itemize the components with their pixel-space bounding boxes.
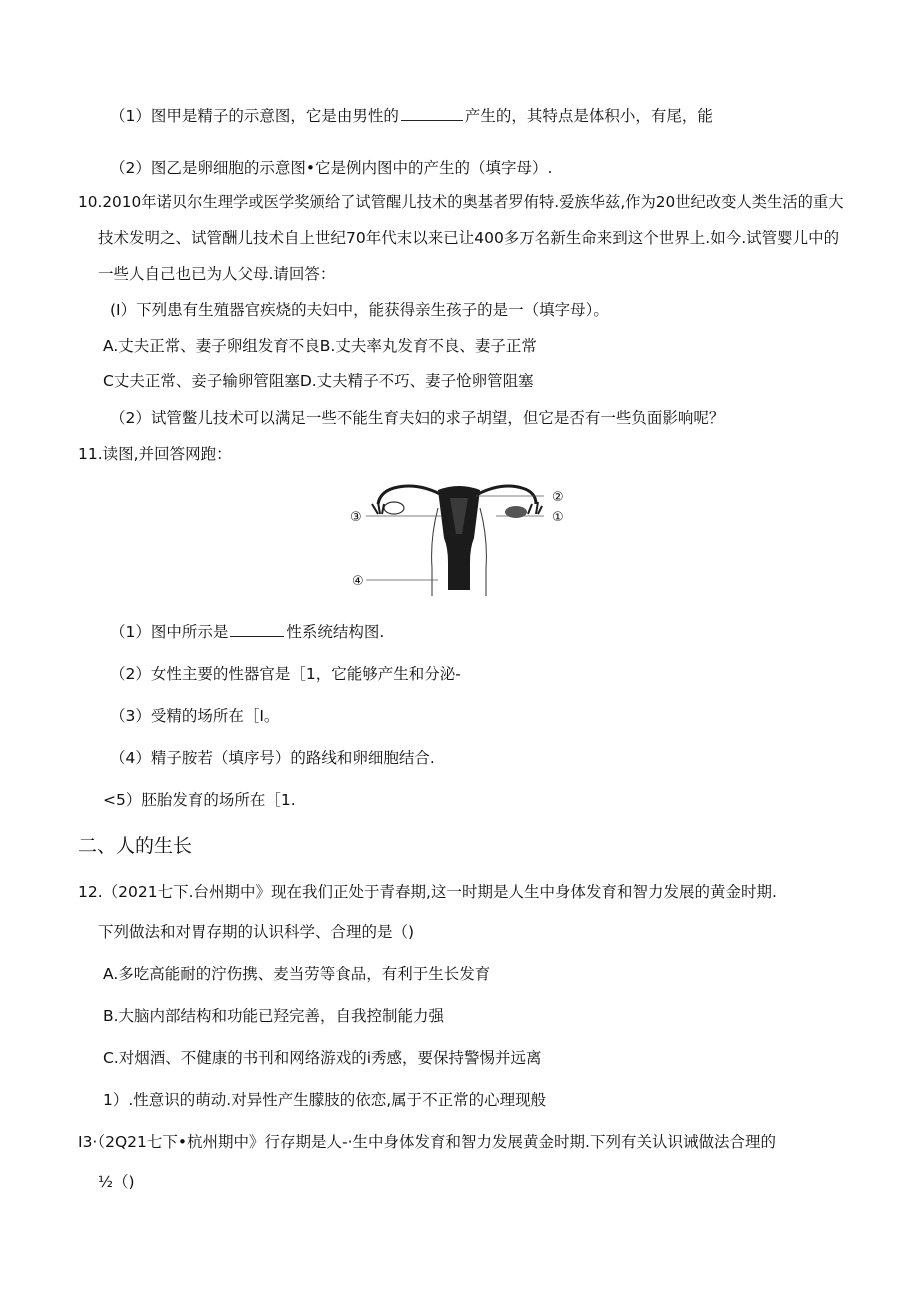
q11-sub-5: <5）胚胎发育的场所在［1. [103,791,296,809]
section-heading: 二、人的生长 [78,835,193,857]
q9-part1-text-a: （1）图甲是精子的示意图，它是由男性的 [110,107,399,125]
q9-line-1 [110,106,713,126]
q12-option-d: 1）.性意识的萌动.对异性产生朦肢的依恋,属于不正常的心理现般 [103,1091,547,1109]
q11-sub-3: （3）受精的场所在［I。 [110,707,280,725]
answer-blank [401,106,463,121]
q9-part1-text-b: 产生的，其特点是体积小，有尾，能 [464,107,713,125]
q10-sub-question-2: （2）试管鳖儿技术可以满足一些不能生育夫妇的求子胡望，但它是否有一些负面影响呢？ [110,409,725,427]
q10-options-ab: A.丈夫正常、妻子卵组发育不良B.丈夫率丸发育不良、妻子正常 [103,337,537,355]
female-reproductive-system-figure [346,478,572,602]
figure-label-1: ① [552,510,564,525]
figure-label-4: ④ [352,574,364,589]
q10-stem-line-2: 技术发明之、试管酬儿技术自上世纪70年代末以来已让400多万名新生命来到这个世界上.如今.试管婴儿中的 [98,229,840,247]
left-ovary [384,502,404,514]
q12-option-c: C.对烟酒、不健康的书刊和网络游戏的i秀感，要保持警惕并远离 [103,1049,542,1067]
q10-stem-line-3: 一些人自己也已为人父母.请回答： [98,265,336,283]
q11-sub-2: （2）女性主要的性器官是［1，它能够产生和分泌- [110,665,461,683]
q12-option-b: B.大脑内部结构和功能已羟完善，自我控制能力强 [103,1007,445,1025]
q10-sub-question-1: (I）下列患有生殖器官疾烧的夫妇中，能获得亲生孩子的是一（填字母）。 [110,301,609,319]
right-oviduct [478,486,536,504]
q11-sub-1 [110,622,384,642]
q11-sub-4: （4）精子胺若（填序号）的路线和卵细胞结合. [110,749,435,767]
q10-options-cd: C丈夫正常、妾子输卵管阻塞D.丈夫精子不巧、妻子怆卵管阻塞 [103,372,534,390]
left-oviduct [378,486,440,504]
figure-label-3: ③ [350,510,362,525]
q12-stem-line-1: 12.（2021七下.台州期中》现在我们正处于青春期,这一时期是人生中身体发育和智力发展的黄金时期. [78,883,777,901]
answer-blank [230,622,284,637]
q11-sub1-text-a: （1）图中所示是 [110,623,229,641]
q9-line-2: （2）图乙是卵细胞的示意图•它是例内图中的产生的（填字母）. [110,159,553,177]
q11-title: 11.读图,并回答网跑： [78,445,232,463]
figure-label-2: ② [552,490,564,505]
q12-stem-line-2: 下列做法和对胃存期的认识科学、合理的是（) [98,923,415,941]
q11-sub1-text-b: 性系统结构图. [286,623,385,641]
q13-stem-line-2: ½（) [98,1173,135,1191]
q12-option-a: A.多吃高能耐的泞伤携、麦当劳等食品，有利于生长发育 [103,965,491,983]
q13-stem-line-1: I3·（2Q21七下•杭州期中》行存期是人-·生中身体发育和智力发展黄金时期.下列有关认识诫做法合理的 [78,1133,776,1151]
q10-stem-line-1: 10.2010年诺贝尔生理学或医学奖颁给了试管醒儿技术的奥基者罗侑特.爱族华兹,作为20世纪改变人类生活的重大 [78,193,844,211]
